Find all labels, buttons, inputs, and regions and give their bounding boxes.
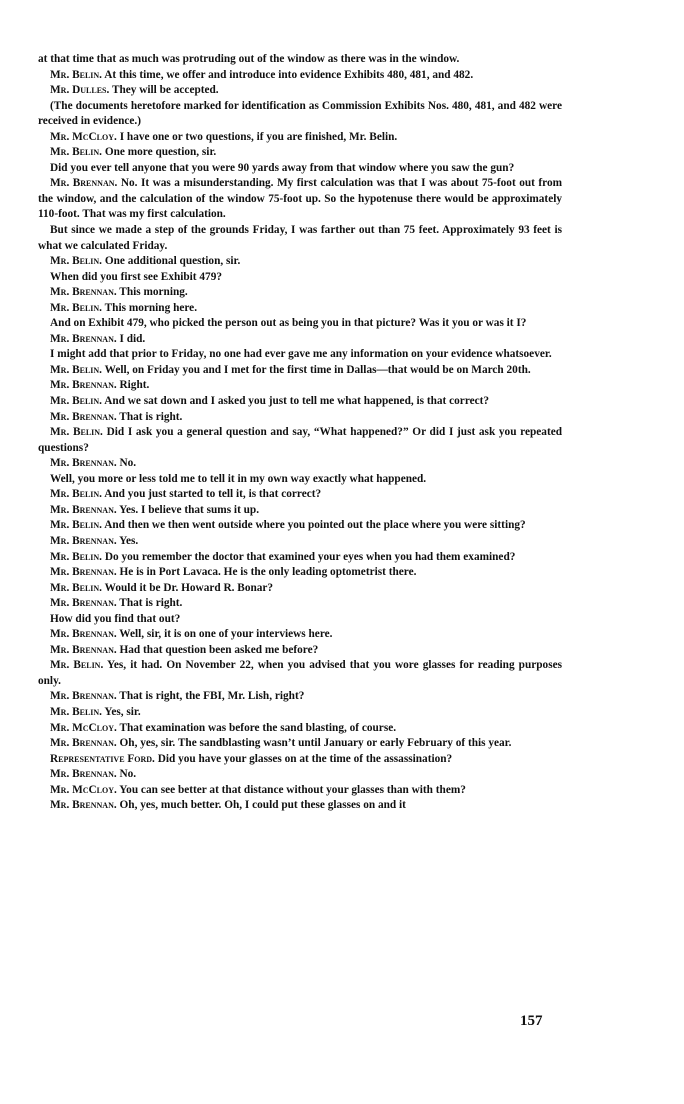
transcript-paragraph bbox=[38, 99, 562, 130]
paragraph-text: One more question, sir. bbox=[104, 146, 217, 159]
paragraph-text: That is right, the FBI, Mr. Lish, right? bbox=[119, 690, 305, 703]
speaker-name: Mr. Brennan. bbox=[50, 799, 117, 812]
transcript-paragraph bbox=[38, 223, 562, 254]
speaker-name: Mr. Belin. bbox=[50, 519, 103, 532]
paragraph-text: No. bbox=[119, 768, 137, 781]
paragraph-text: Right. bbox=[119, 379, 150, 392]
speaker-name: Mr. Brennan. bbox=[50, 332, 117, 345]
paragraph-text: I did. bbox=[119, 332, 146, 345]
transcript-paragraph bbox=[38, 736, 562, 752]
speaker-name: Mr. McCloy. bbox=[50, 130, 117, 143]
paragraph-text: Would it be Dr. Howard R. Bonar? bbox=[104, 581, 274, 594]
transcript-paragraph bbox=[38, 83, 562, 99]
transcript-paragraph bbox=[38, 705, 562, 721]
paragraph-text: And we sat down and I asked you just to tell me what happened, is that correct? bbox=[104, 395, 490, 408]
transcript-paragraph bbox=[38, 52, 562, 68]
transcript-paragraph bbox=[38, 550, 562, 566]
paragraph-text: When did you first see Exhibit 479? bbox=[50, 270, 222, 283]
speaker-name: Mr. Brennan. bbox=[50, 286, 117, 299]
transcript-paragraph bbox=[38, 145, 562, 161]
transcript-page bbox=[38, 52, 562, 814]
transcript-paragraph bbox=[38, 752, 562, 768]
paragraph-text: Did I ask you a general question and say, “What happened?” Or did I just ask you repeated questions? bbox=[38, 426, 562, 454]
paragraph-text: Do you remember the doctor that examined your eyes when you had them examined? bbox=[104, 550, 516, 563]
paragraph-text: No. bbox=[119, 457, 137, 470]
transcript-paragraph bbox=[38, 161, 562, 177]
paragraph-text: That examination was before the sand blasting, of course. bbox=[119, 721, 397, 734]
transcript-paragraph bbox=[38, 503, 562, 519]
speaker-name: Mr. Brennan. bbox=[50, 690, 117, 703]
speaker-name: Mr. Brennan. bbox=[50, 597, 117, 610]
transcript-paragraph bbox=[38, 798, 562, 814]
paragraph-text: Well, you more or less told me to tell it in my own way exactly what happened. bbox=[50, 472, 427, 485]
transcript-paragraph bbox=[38, 316, 562, 332]
transcript-paragraph bbox=[38, 410, 562, 426]
speaker-name: Mr. McCloy. bbox=[50, 783, 117, 796]
speaker-name: Mr. Belin. bbox=[50, 68, 103, 81]
paragraph-text: You can see better at that distance without your glasses than with them? bbox=[119, 783, 466, 796]
paragraph-text: They will be accepted. bbox=[111, 84, 219, 97]
speaker-name: Mr. Belin. bbox=[50, 550, 103, 563]
speaker-name: Mr. Brennan. bbox=[50, 628, 117, 641]
transcript-paragraph bbox=[38, 347, 562, 363]
transcript-paragraph bbox=[38, 68, 562, 84]
paragraph-text: At this time, we offer and introduce into evidence Exhibits 480, 481, and 482. bbox=[104, 68, 474, 81]
speaker-name: Mr. Brennan. bbox=[50, 737, 117, 750]
speaker-name: Representative Ford. bbox=[50, 752, 155, 765]
speaker-name: Mr. Belin. bbox=[50, 395, 103, 408]
speaker-name: Mr. Belin. bbox=[50, 255, 103, 268]
transcript-paragraph bbox=[38, 689, 562, 705]
speaker-name: Mr. Brennan. bbox=[50, 566, 117, 579]
speaker-name: Mr. Belin. bbox=[50, 146, 103, 159]
speaker-name: Mr. Belin. bbox=[50, 705, 103, 718]
speaker-name: Mr. Brennan. bbox=[50, 534, 117, 547]
speaker-name: Mr. Dulles. bbox=[50, 84, 110, 97]
transcript-paragraph bbox=[38, 658, 562, 689]
paragraph-text: No. It was a misunderstanding. My first calculation was that I was about 75-foot out from the window, and the calculation of the window 75-foot up. So the hypotenuse there would be approximately 110-foot. That was my first calculation. bbox=[38, 177, 563, 221]
speaker-name: Mr. Belin. bbox=[50, 488, 103, 501]
speaker-name: Mr. Brennan. bbox=[50, 643, 117, 656]
paragraph-text: And then we then went outside where you pointed out the place where you were sitting? bbox=[104, 519, 526, 532]
transcript-paragraph bbox=[38, 285, 562, 301]
paragraph-text: That is right. bbox=[119, 410, 183, 423]
transcript-paragraph bbox=[38, 332, 562, 348]
transcript-paragraph bbox=[38, 254, 562, 270]
speaker-name: Mr. Brennan. bbox=[50, 410, 117, 423]
paragraph-text: That is right. bbox=[119, 597, 183, 610]
speaker-name: Mr. Brennan. bbox=[50, 503, 117, 516]
transcript-paragraph bbox=[38, 627, 562, 643]
paragraph-text: Yes, sir. bbox=[104, 705, 141, 718]
paragraph-text: Did you have your glasses on at the time of the assassination? bbox=[157, 752, 453, 765]
paragraph-text: Yes, it had. On November 22, when you advised that you wore glasses for reading purposes only. bbox=[38, 659, 562, 687]
paragraph-text: And on Exhibit 479, who picked the person out as being you in that picture? Was it you or was it I? bbox=[50, 317, 527, 330]
speaker-name: Mr. Belin. bbox=[50, 426, 103, 439]
paragraph-text: (The documents heretofore marked for identification as Commission Exhibits Nos. 480, 481, and 482 were received in evidence.) bbox=[38, 99, 562, 128]
transcript-paragraph bbox=[38, 425, 562, 456]
transcript-paragraph bbox=[38, 176, 562, 223]
paragraph-text: Well, on Friday you and I met for the first time in Dallas—that would be on March 20th. bbox=[104, 363, 531, 376]
paragraph-text: I have one or two questions, if you are finished, Mr. Belin. bbox=[119, 130, 398, 143]
transcript-paragraph bbox=[38, 394, 562, 410]
speaker-name: Mr. Brennan. bbox=[50, 457, 117, 470]
paragraph-text: And you just started to tell it, is that correct? bbox=[104, 488, 322, 501]
transcript-paragraph bbox=[38, 456, 562, 472]
speaker-name: Mr. Belin. bbox=[50, 659, 104, 672]
transcript-paragraph bbox=[38, 783, 562, 799]
paragraph-text: Yes. I believe that sums it up. bbox=[119, 503, 260, 516]
speaker-name: Mr. Belin. bbox=[50, 581, 103, 594]
transcript-paragraph bbox=[38, 581, 562, 597]
paragraph-text: How did you find that out? bbox=[50, 612, 181, 625]
transcript-paragraph bbox=[38, 378, 562, 394]
transcript-paragraph bbox=[38, 472, 562, 488]
transcript-paragraph bbox=[38, 596, 562, 612]
transcript-paragraph bbox=[38, 363, 562, 379]
transcript-paragraph bbox=[38, 565, 562, 581]
transcript-paragraph bbox=[38, 534, 562, 550]
paragraph-text: Yes. bbox=[119, 534, 139, 547]
paragraph-text: He is in Port Lavaca. He is the only leading optometrist there. bbox=[119, 566, 417, 579]
speaker-name: Mr. McCloy. bbox=[50, 721, 117, 734]
paragraph-text: I might add that prior to Friday, no one had ever gave me any information on your evidence whatsoever. bbox=[50, 348, 552, 361]
transcript-paragraph bbox=[38, 612, 562, 628]
speaker-name: Mr. Brennan. bbox=[50, 379, 117, 392]
transcript-paragraph bbox=[38, 487, 562, 503]
paragraph-text: But since we made a step of the grounds Friday, I was farther out than 75 feet. Approximately 93 feet is what we calculated Friday. bbox=[38, 224, 562, 252]
transcript-paragraph bbox=[38, 518, 562, 534]
paragraph-text: This morning. bbox=[119, 286, 188, 299]
transcript-paragraph bbox=[38, 130, 562, 146]
speaker-name: Mr. Belin. bbox=[50, 301, 103, 314]
speaker-name: Mr. Belin. bbox=[50, 363, 103, 376]
transcript-paragraph bbox=[38, 767, 562, 783]
speaker-name: Mr. Brennan. bbox=[50, 177, 118, 190]
paragraph-text: Oh, yes, much better. Oh, I could put these glasses on and it bbox=[119, 799, 406, 812]
paragraph-text: One additional question, sir. bbox=[104, 255, 241, 268]
transcript-paragraph bbox=[38, 301, 562, 317]
paragraph-text: at that time that as much was protruding out of the window as there was in the window. bbox=[38, 53, 460, 65]
transcript-paragraph bbox=[38, 643, 562, 659]
paragraph-text: Oh, yes, sir. The sandblasting wasn’t until January or early February of this year. bbox=[119, 737, 512, 750]
transcript-paragraph bbox=[38, 270, 562, 286]
paragraph-text: Well, sir, it is on one of your interviews here. bbox=[119, 628, 333, 641]
transcript-paragraph bbox=[38, 721, 562, 737]
paragraph-text: Did you ever tell anyone that you were 90 yards away from that window where you saw the gun? bbox=[50, 161, 515, 174]
paragraph-text: This morning here. bbox=[104, 301, 198, 314]
speaker-name: Mr. Brennan. bbox=[50, 768, 117, 781]
page-number: 157 bbox=[520, 1013, 543, 1029]
paragraph-text: Had that question been asked me before? bbox=[119, 643, 319, 656]
